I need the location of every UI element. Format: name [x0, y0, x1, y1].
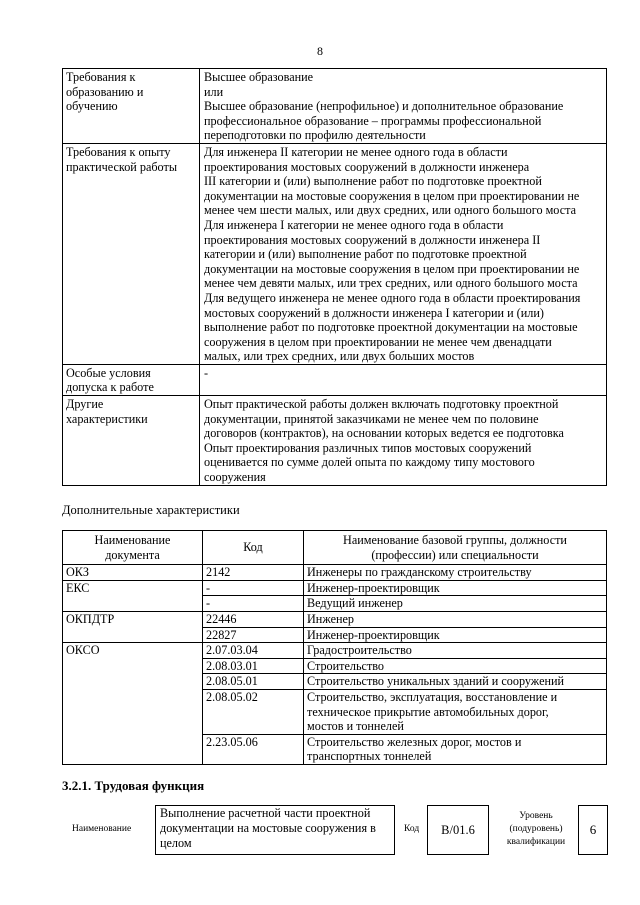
- qualification-level-value: 6: [578, 805, 608, 855]
- additional-characteristics-title: Дополнительные характеристики: [62, 503, 240, 517]
- table-row: [63, 689, 607, 734]
- page-number: 8: [317, 44, 323, 58]
- name-cell: Инженер-проектировщик: [304, 580, 607, 596]
- name-cell: Строительство: [304, 658, 607, 674]
- name-cell: Строительство уникальных зданий и сооружений: [304, 674, 607, 690]
- table-row: [63, 734, 607, 764]
- table-row: [63, 627, 607, 643]
- qualification-level-label: Уровень (подуровень) квалификации: [506, 811, 566, 847]
- requirement-value: Высшее образование или Высшее образование (непрофильное) и дополнительное образование профессиональное образование – программы профессиональной переподготовки по профилю деятельности: [200, 69, 607, 144]
- code-cell: -: [203, 580, 304, 596]
- doc-okz: ОКЗ: [63, 565, 203, 581]
- labor-function-block: [0, 805, 640, 855]
- table-row: [63, 674, 607, 690]
- requirement-row: [63, 364, 607, 395]
- requirement-row: [63, 143, 607, 364]
- header-document: Наименование документа: [63, 531, 203, 565]
- requirement-value: -: [200, 364, 607, 395]
- table-row: [63, 565, 607, 581]
- name-label: Наименование: [72, 824, 132, 834]
- name-cell: Ведущий инженер: [304, 596, 607, 612]
- name-cell: Инженеры по гражданскому строительству: [304, 565, 607, 581]
- additional-characteristics-table: [62, 530, 607, 765]
- requirements-table: [62, 68, 607, 486]
- table-row: [63, 611, 607, 627]
- header-name: Наименование базовой группы, должности (профессии) или специальности: [304, 531, 607, 565]
- requirement-label: Другие характеристики: [63, 396, 200, 486]
- requirement-value: Для инженера II категории не менее одного года в области проектирования мостовых сооружений в должности инженера III категории и (или) выполнение работ по подготовке проектной документации на мостовые сооружения в целом при проектировании не менее чем шести малых, или двух средних, или одного большого моста Для инженера I категории не менее одного года в области проектирования мостовых сооружений в должности инженера II категории и (или) выполнение работ по подготовке проектной документации на мостовые сооружения в целом при проектировании не менее чем девяти малых, или трех средних, или одного большого моста Для ведущего инженера не менее одного года в области проектирования мостовых сооружений в должности инженера I категории и (или) выполнение работ по подготовке проектной документации на мостовые сооружения в целом при проектировании не менее чем двенадцати малых, или трех средних, или двух больших мостов: [200, 143, 607, 364]
- requirement-label: Требования к опыту практической работы: [63, 143, 200, 364]
- requirement-value: Опыт практической работы должен включать подготовку проектной документации, принятой заказчиками не менее чем по половине договоров (контрактов), на основании которых ведется ее подготовка Опыт проектирования различных типов мостовых сооружений оценивается по сумме долей опыта по каждому типу мостового сооружения: [200, 396, 607, 486]
- doc-okso: ОКСО: [63, 643, 203, 659]
- code-cell: 2.07.03.04: [203, 643, 304, 659]
- code-value-box: B/01.6: [427, 805, 489, 855]
- code-cell: 2.08.05.01: [203, 674, 304, 690]
- code-cell: 2.08.03.01: [203, 658, 304, 674]
- requirement-row: [63, 69, 607, 144]
- code-cell: -: [203, 596, 304, 612]
- code-cell: 2142: [203, 565, 304, 581]
- code-cell: 22827: [203, 627, 304, 643]
- name-cell: Строительство железных дорог, мостов и транспортных тоннелей: [304, 734, 607, 764]
- requirement-row: [63, 396, 607, 486]
- name-cell: Строительство, эксплуатация, восстановление и техническое прикрытие автомобильных дорог, мостов и тоннелей: [304, 689, 607, 734]
- doc-okpdtr: ОКПДТР: [63, 611, 203, 627]
- code-cell: 2.08.05.02: [203, 689, 304, 734]
- header-code: Код: [203, 531, 304, 565]
- name-cell: Инженер-проектировщик: [304, 627, 607, 643]
- labor-function-heading: 3.2.1. Трудовая функция: [62, 778, 205, 793]
- table-row: [63, 580, 607, 596]
- code-label: Код: [404, 824, 420, 834]
- table-row: [63, 658, 607, 674]
- code-cell: 22446: [203, 611, 304, 627]
- requirement-label: Требования к образованию и обучению: [63, 69, 200, 144]
- code-cell: 2.23.05.06: [203, 734, 304, 764]
- requirement-label: Особые условия допуска к работе: [63, 364, 200, 395]
- name-cell: Градостроительство: [304, 643, 607, 659]
- table-row: [63, 643, 607, 659]
- table-row: [63, 596, 607, 612]
- doc-eks: ЕКС: [63, 580, 203, 596]
- function-name-box: Выполнение расчетной части проектной документации на мостовые сооружения в целом: [155, 805, 395, 855]
- name-cell: Инженер: [304, 611, 607, 627]
